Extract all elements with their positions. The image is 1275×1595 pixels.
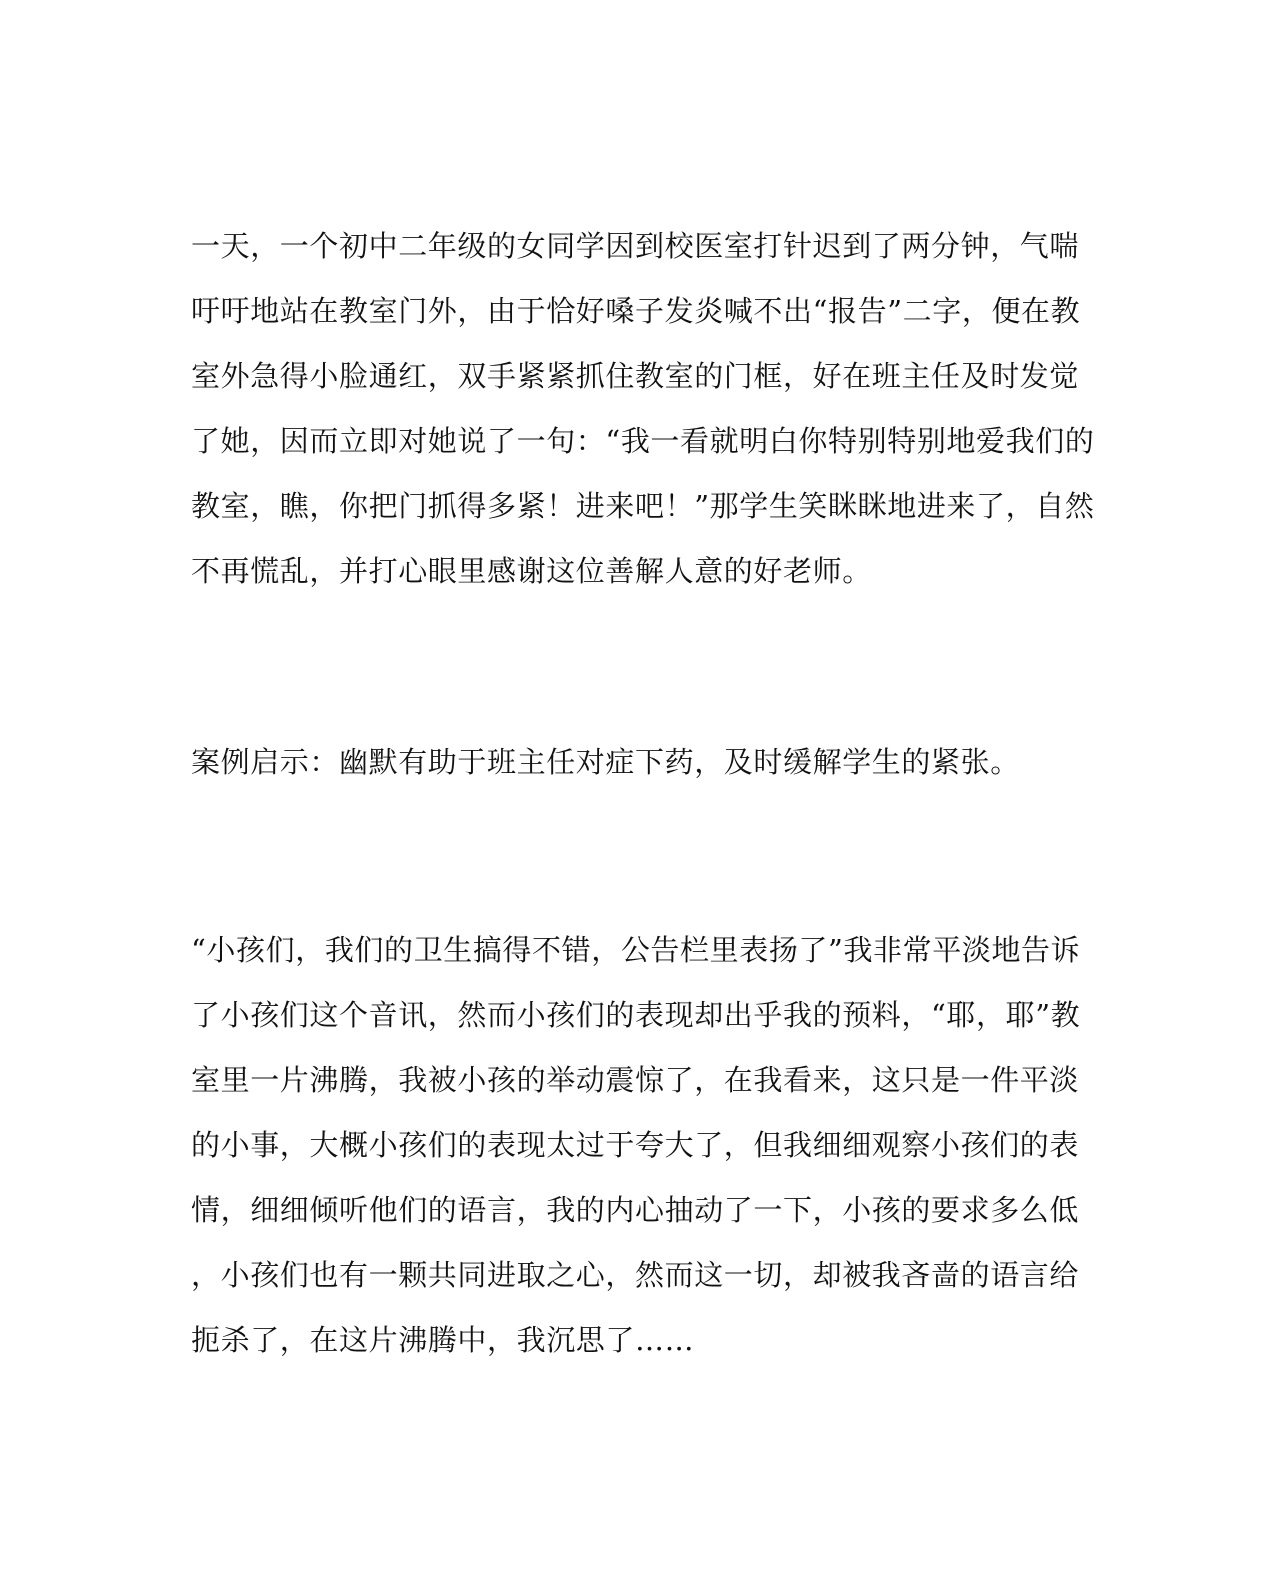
- text-line: “小孩们，我们的卫生搞得不错，公告栏里表扬了”我非常平淡地告诉: [191, 933, 1081, 967]
- text-line: 不再慌乱，并打心眼里感谢这位善解人意的好老师。: [191, 554, 872, 588]
- text-line: 的小事，大概小孩们的表现太过于夸大了，但我细细观察小孩们的表: [191, 1128, 1080, 1162]
- text-line: 案例启示：幽默有助于班主任对症下药，及时缓解学生的紧张。: [191, 745, 1020, 779]
- text-line: 吁吁地站在教室门外，由于恰好嗓子发炎喊不出“报告”二字，便在教: [191, 294, 1081, 328]
- text-line: 室外急得小脸通红，双手紧紧抓住教室的门框，好在班主任及时发觉: [191, 359, 1080, 393]
- paragraph-story: [191, 214, 1095, 604]
- paragraph-case-insight: [191, 730, 1071, 795]
- text-line: 了她，因而立即对她说了一句：“我一看就明白你特别特别地爱我们的: [191, 424, 1095, 458]
- text-line: 室里一片沸腾，我被小孩的举动震惊了，在我看来，这只是一件平淡: [191, 1063, 1080, 1097]
- text-line: 了小孩们这个音讯，然而小孩们的表现却出乎我的预料，“耶，耶”教: [191, 998, 1081, 1032]
- text-line: 一天，一个初中二年级的女同学因到校医室打针迟到了两分钟，气喘: [191, 229, 1080, 263]
- paragraph-reflection: [191, 918, 1081, 1373]
- text-line: 扼杀了，在这片沸腾中，我沉思了……: [191, 1323, 695, 1357]
- text-line: ，小孩们也有一颗共同进取之心，然而这一切，却被我吝啬的语言给: [191, 1258, 1080, 1292]
- text-line: 教室，瞧，你把门抓得多紧！进来吧！”那学生笑眯眯地进来了，自然: [191, 489, 1095, 523]
- text-line: 情，细细倾听他们的语言，我的内心抽动了一下，小孩的要求多么低: [191, 1193, 1080, 1227]
